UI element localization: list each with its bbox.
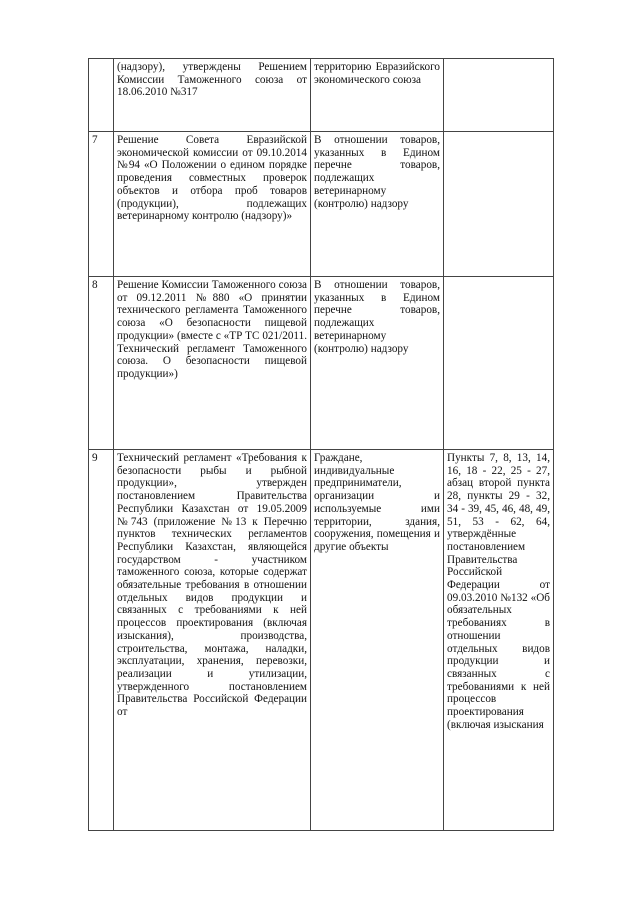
row-number: 7 — [89, 132, 114, 277]
notes-cell — [444, 59, 554, 132]
document-text: Технический регламент «Требования к безопасности рыбы и рыбной продукции», утвержден постановлением Правительства Республики Казахстан от 19.05.2009 №743 (приложение №13 к Перечню пунктов технических регламентов Республики Казахстан, являющейся государством - участником таможенного союза, которые содержат обязательные требования в отношении отдельных видов продукции и связанных с требованиями к ней процессов проектирования (включая изыскания), производства, строительства, монтажа, наладки, эксплуатации, хранения, перевозки, реализации и утилизации, утвержденного постановлением Правительства Российской Федерации от — [117, 452, 307, 719]
scope-cell — [311, 132, 444, 277]
row-number: 8 — [89, 277, 114, 450]
row-number — [89, 59, 114, 132]
document-cell — [114, 450, 311, 831]
document-cell — [114, 59, 311, 132]
table-row — [89, 59, 554, 132]
scope-cell — [311, 277, 444, 450]
notes-cell — [444, 450, 554, 831]
row-number: 9 — [89, 450, 114, 831]
document-cell — [114, 277, 311, 450]
document-text: (надзору), утверждены Решением Комиссии Таможенного союза от 18.06.2010 №317 — [117, 61, 307, 99]
table-row — [89, 450, 554, 831]
scope-cell — [311, 450, 444, 831]
document-text: Решение Совета Евразийской экономической комиссии от 09.10.2014 №94 «О Положении о едином порядке проведения совместных проверок объектов и отбора проб товаров (продукции), подлежащих ветеринарному контролю (надзору)» — [117, 134, 307, 223]
notes-text: Пункты 7, 8, 13, 14, 16, 18 - 22, 25 - 27, абзац второй пункта 28, пункты 29 - 32, 34 - 39, 45, 46, 48, 49, 51, 53 - 62, 64, утверждённые постановлением Правительства Российской Федерации от 09.03.2010 №132 «Об обязательных требованиях в отношении отдельных видов продукции и связанных с требованиями к ней процессов проектирования (включая изыскания — [447, 452, 550, 731]
document-cell — [114, 132, 311, 277]
scope-text: Граждане, индивидуальные предприниматели, организации и используемые ими территории, здания, сооружения, помещения и другие объекты — [314, 452, 440, 553]
scope-text: территорию Евразийского экономического союза — [314, 61, 440, 86]
regulations-table — [88, 58, 554, 831]
table-row — [89, 277, 554, 450]
scope-text: В отношении товаров, указанных в Едином перечне товаров, подлежащих ветеринарному (контролю) надзору — [314, 134, 440, 210]
scope-cell — [311, 59, 444, 132]
document-text: Решение Комиссии Таможенного союза от 09.12.2011 №880 «О принятии технического регламента Таможенного союза «О безопасности пищевой продукции» (вместе с «ТР ТС 021/2011. Технический регламент Таможенного союза. О безопасности пищевой продукции») — [117, 279, 307, 380]
notes-cell — [444, 132, 554, 277]
table-row — [89, 132, 554, 277]
notes-cell — [444, 277, 554, 450]
scope-text: В отношении товаров, указанных в Едином перечне товаров, подлежащих ветеринарному (контролю) надзору — [314, 279, 440, 355]
